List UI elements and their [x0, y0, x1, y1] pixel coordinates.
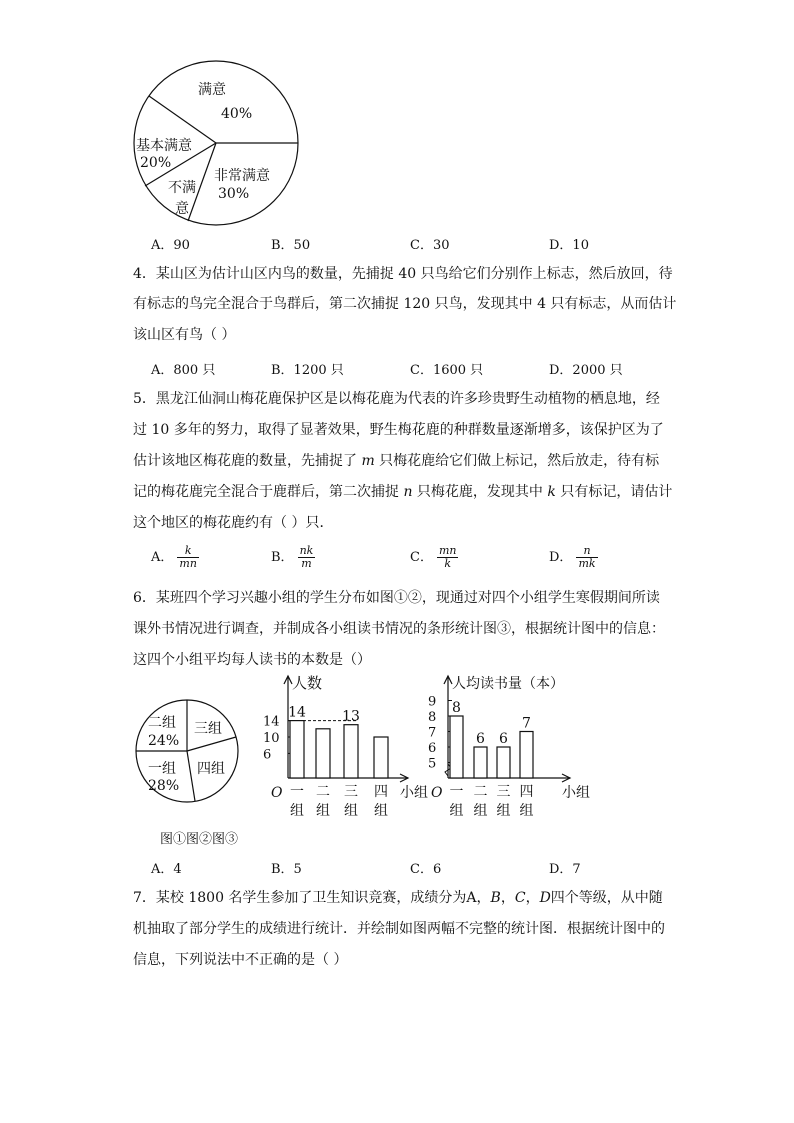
y-tick-label: 5: [428, 756, 437, 772]
slice-label-buman-1: 不满: [168, 180, 196, 196]
x-tick-label: 组: [344, 803, 358, 819]
option-prefix: B．: [271, 550, 294, 565]
var-d: D: [539, 890, 551, 906]
numerator: nk: [299, 544, 314, 557]
pie-label-group1: 一组: [148, 761, 176, 777]
group-pie-chart: [132, 697, 244, 807]
x-tick-label: 四: [519, 784, 534, 800]
x-tick-label: 二: [316, 784, 330, 800]
slice-label-manyi: 满意: [198, 82, 226, 98]
denominator: mn: [179, 557, 197, 570]
x-tick-label: 组: [496, 803, 511, 819]
fraction: [576, 545, 597, 570]
q3-option-d[interactable]: D．10: [549, 238, 589, 253]
q6-option-d[interactable]: D．7: [549, 862, 581, 877]
numerator: k: [177, 545, 199, 558]
fraction: [437, 545, 459, 570]
bar: [374, 737, 388, 778]
x-tick-label: 组: [519, 803, 534, 819]
x-tick-label: 组: [374, 803, 388, 819]
pie-divider: [187, 751, 195, 801]
q5-line-4-text-a: 记的梅花鹿完全混合于鹿群后，第二次捕捉: [133, 484, 404, 500]
slice-label-buman-2: 意: [175, 201, 189, 217]
x-tick-label: 二: [473, 784, 488, 800]
x-tick-label: 四: [374, 784, 388, 800]
bar-chart-body: [428, 675, 590, 819]
q5-option-c[interactable]: [410, 545, 458, 570]
q4-option-a[interactable]: A．800 只: [151, 363, 216, 378]
x-tick-label: 组: [449, 803, 464, 819]
bar: [474, 747, 487, 778]
x-tick-label: 组: [290, 803, 304, 819]
x-tick-label: 三: [496, 784, 511, 800]
x-axis-label: 小组: [400, 785, 428, 801]
slice-label-jiben: 基本满意: [136, 138, 192, 154]
pie-label-group3: 三组: [194, 721, 222, 737]
bar-data-label: 6: [499, 731, 508, 747]
q4-option-d[interactable]: D．2000 只: [549, 363, 623, 378]
q4-option-b[interactable]: B．1200 只: [271, 363, 344, 378]
fraction: [177, 545, 199, 570]
x-tick-label: 组: [473, 803, 488, 819]
bar-data-label: 7: [522, 715, 531, 732]
option-prefix: D．: [549, 550, 573, 565]
y-tick-label: 8: [428, 710, 437, 725]
bar: [497, 747, 510, 778]
q3-option-b[interactable]: B．50: [271, 238, 311, 253]
q7-line-2: 机抽取了部分学生的成绩进行统计．并绘制如图两幅不完整的统计图．根据统计图中的: [133, 921, 665, 937]
y-tick-label: 14: [263, 714, 280, 730]
bar: [344, 725, 358, 778]
q6-option-a[interactable]: A．4: [151, 862, 182, 877]
var-n: n: [403, 484, 413, 500]
y-tick-label: 6: [263, 747, 272, 763]
q5-line-3: [133, 451, 659, 471]
bar-data-label: 8: [452, 700, 461, 716]
slice-pct-feichang: 30%: [218, 186, 250, 202]
fraction: [298, 545, 316, 570]
y-tick-label: 10: [263, 731, 280, 746]
pie-pct-group2: 24%: [148, 733, 180, 749]
q6-option-c[interactable]: C．6: [410, 862, 442, 877]
q7-line-3: 信息，下列说法中不正确的是（ ）: [133, 952, 348, 968]
q4-line-2: 有标志的鸟完全混合于鸟群后，第二次捕捉 120 只鸟，发现其中 4 只有标志，从而估计: [133, 296, 677, 312]
q5-line-2: 过 10 多年的努力，取得了显著效果，野生梅花鹿的种群数量逐渐增多，该保护区为了: [133, 422, 664, 438]
bar: [520, 732, 533, 779]
var-b: B: [490, 890, 501, 906]
q4-line-1: 4．某山区为估计山区内鸟的数量，先捕捉 40 只鸟给它们分别作上标志，然后放回，待: [133, 266, 673, 282]
q5-line-4: [133, 482, 672, 502]
pie-divider: [187, 737, 236, 751]
y-tick-label: 6: [428, 741, 437, 756]
q7-line-1-text-b: 四个等级，从中随: [550, 890, 663, 906]
q7-line-1-text-a: 7．某校 1800 名学生参加了卫生知识竞赛，成绩分为A，: [133, 890, 491, 906]
bar-data-label: 13: [342, 708, 360, 725]
q7-line-1: [133, 888, 663, 908]
bar: [450, 716, 463, 778]
bar: [316, 729, 330, 778]
q6-line-2: 课外书情况进行调查，并制成各小组读书情况的条形统计图③，根据统计图中的信息：: [133, 621, 665, 637]
x-tick-label: 一: [290, 784, 304, 800]
q6-line-1: 6．某班四个学习兴趣小组的学生分布如图①②，现通过对四个小组学生寒假期间所读: [133, 590, 660, 606]
option-prefix: C．: [410, 550, 433, 565]
satisfaction-pie-chart: [128, 58, 304, 228]
x-tick-label: 一: [449, 784, 464, 800]
q3-option-a[interactable]: A．90: [151, 238, 190, 253]
option-prefix: A．: [151, 550, 174, 565]
q5-line-1: 5．黑龙江仙洞山梅花鹿保护区是以梅花鹿为代表的许多珍贵野生动植物的栖息地，经: [133, 391, 660, 407]
pie-label-group4: 四组: [197, 761, 225, 777]
bar-data-label: 6: [476, 731, 485, 747]
bar: [290, 721, 304, 778]
q6-line-3: 这四个小组平均每人读书的本数是（）: [133, 652, 371, 668]
q6-option-b[interactable]: B．5: [271, 862, 302, 877]
y-axis-label: 人数: [292, 674, 323, 692]
pie-label-group2: 二组: [148, 715, 176, 731]
y-axis-label: 人均读书量（本）: [452, 676, 564, 692]
denominator: k: [444, 557, 452, 570]
denominator: mk: [578, 557, 596, 570]
y-tick-label: 7: [428, 725, 437, 741]
figure-caption: 图①图②图③: [160, 832, 239, 847]
q4-line-3: 该山区有鸟（ ）: [133, 327, 236, 343]
numerator: mn: [438, 544, 457, 557]
pie-divider: [149, 96, 216, 143]
q5-option-d[interactable]: [549, 545, 598, 570]
slice-label-feichang: 非常满意: [214, 168, 270, 184]
separator: ，: [500, 890, 515, 906]
var-c: C: [514, 890, 526, 906]
people-bar-chart: [258, 672, 428, 822]
q3-option-c[interactable]: C．30: [410, 238, 450, 253]
bar-data-label: 14: [288, 704, 306, 721]
q5-line-4-text-c: 只有标记，请估计: [555, 484, 673, 500]
bar-chart-body: [263, 674, 428, 819]
q5-line-4-text-b: 只梅花鹿，发现其中: [412, 484, 548, 500]
pie-pct-group1: 28%: [148, 778, 180, 794]
numerator: n: [576, 545, 597, 558]
q5-line-3-text-a: 估计该地区梅花鹿的数量，先捕捉了: [133, 453, 362, 469]
x-tick-label: 组: [316, 803, 330, 819]
denominator: m: [301, 557, 312, 570]
reading-bar-chart: [420, 672, 600, 822]
y-tick-label: 9: [428, 694, 437, 710]
slice-pct-jiben: 20%: [140, 155, 172, 171]
x-tick-label: 三: [344, 784, 358, 800]
var-m: m: [361, 453, 375, 469]
slice-pct-manyi: 40%: [221, 106, 253, 122]
q5-option-a[interactable]: [151, 545, 199, 570]
var-k: k: [547, 484, 556, 500]
q5-line-5: 这个地区的梅花鹿约有（ ）只．: [133, 515, 334, 531]
x-axis-label: 小组: [562, 785, 590, 801]
origin-label: O: [431, 785, 443, 801]
q5-option-b[interactable]: [271, 545, 315, 570]
separator: ，: [525, 890, 540, 906]
q5-line-3-text-b: 只梅花鹿给它们做上标记，然后放走，待有标: [374, 453, 660, 469]
origin-label: O: [271, 785, 283, 801]
q4-option-c[interactable]: C．1600 只: [410, 363, 484, 378]
